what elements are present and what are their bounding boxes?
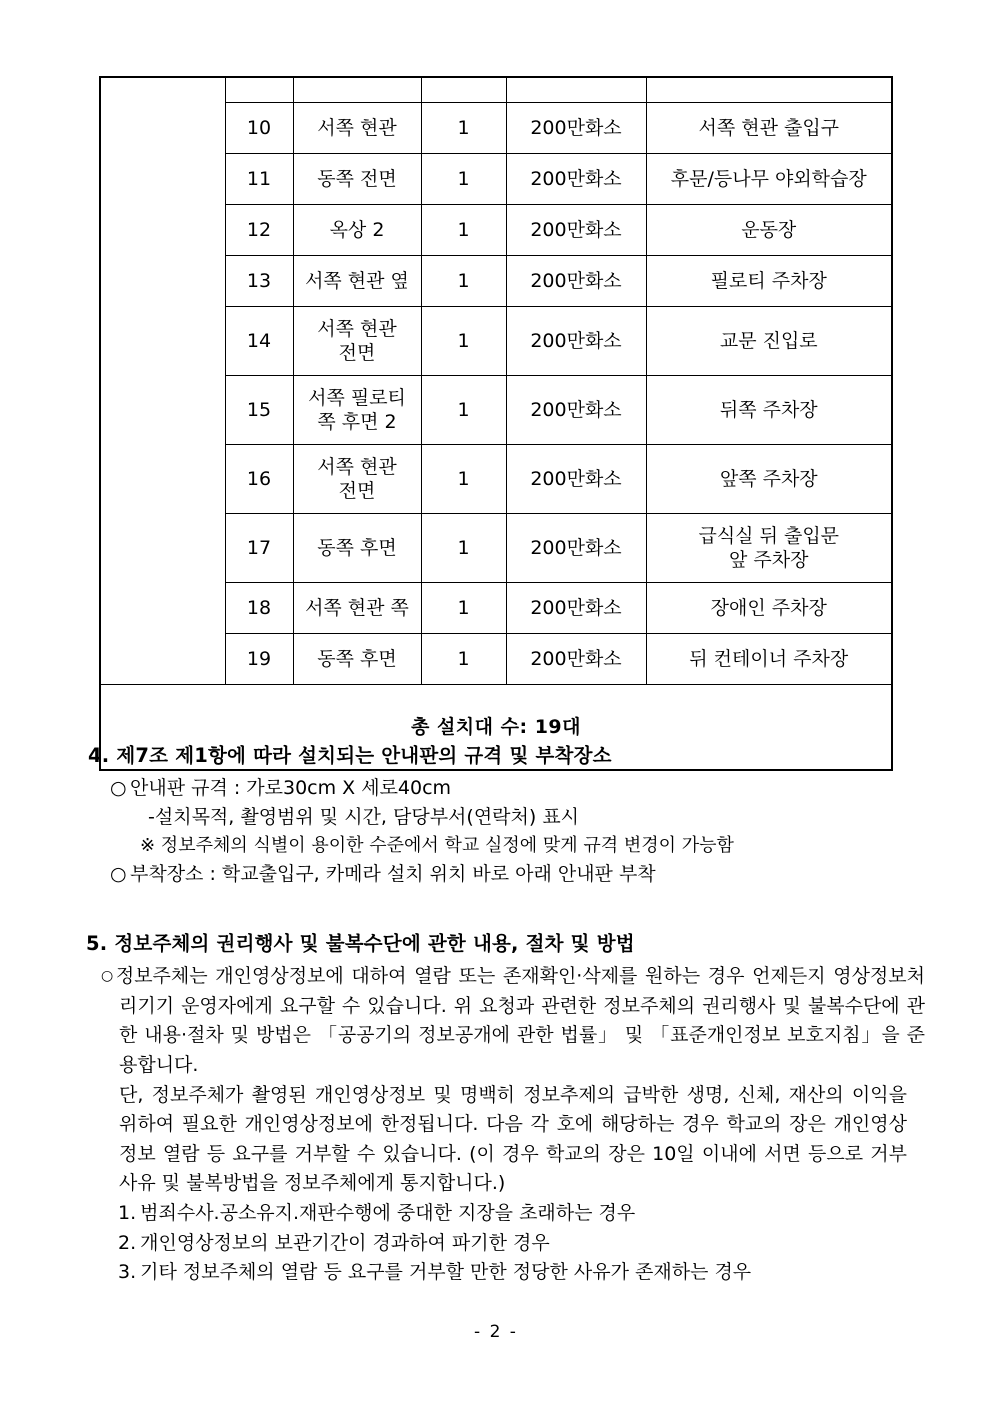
bullet-marker-icon: ○ <box>110 777 127 799</box>
list-item <box>118 1199 992 1229</box>
list-item-text: 기타 정보주체의 열람 등 요구를 거부할 만한 정당한 사유가 존재하는 경우 <box>140 1261 752 1284</box>
section-4-heading: 4. 제7조 제1항에 따라 설치되는 안내판의 규격 및 부착장소 <box>88 744 612 767</box>
cell-no: 16 <box>225 445 293 514</box>
bullet-marker-icon: ○ <box>110 862 127 885</box>
list-item-number: 2. <box>118 1231 137 1254</box>
cell-qty: 1 <box>421 256 506 307</box>
cell-spec: 200만화소 <box>506 514 646 583</box>
cell-spec: 200만화소 <box>506 256 646 307</box>
cell-area: 서쪽 현관 출입구 <box>646 103 892 154</box>
cell-qty: 1 <box>421 583 506 634</box>
cell-spec: 200만화소 <box>506 634 646 685</box>
list-item-text: 개인영상정보의 보관기간이 경과하여 파기한 경우 <box>140 1231 550 1254</box>
cell-qty: 1 <box>421 445 506 514</box>
cell-spec: 200만화소 <box>506 103 646 154</box>
cell-place: 서쪽 현관 <box>293 103 421 154</box>
camera-installation-table-container <box>99 76 891 771</box>
page-number: - 2 - <box>474 1322 518 1342</box>
cell-area: 급식실 뒤 출입문 앞 주차장 <box>646 514 892 583</box>
cell-qty: 1 <box>421 514 506 583</box>
merged-category-cell <box>100 77 225 685</box>
section-5-paragraph-2: 단, 정보주체가 촬영된 개인영상정보 및 명백히 정보추제의 급박한 생명, 신체, 재산의 이익을 위하여 필요한 개인영상정보에 한정됩니다. 다음 각 호에 해당하는 경우 학교의 장은 개인영상정보 열람 등 요구를 거부할 수 있습니다. (이 경우 학교의 장은 10일 이내에 서면 등으로 거부 사유 및 불복방법을 정보주체에게 통지합니다.) <box>119 1083 907 1195</box>
section-5-numbered-list <box>0 1199 992 1288</box>
list-item <box>118 1258 992 1288</box>
cell-spec: 200만화소 <box>506 307 646 376</box>
cell-place: 서쪽 현관 전면 <box>293 445 421 514</box>
cell-qty: 1 <box>421 103 506 154</box>
cell-no: 19 <box>225 634 293 685</box>
stub-cell-place <box>293 77 421 103</box>
cell-spec: 200만화소 <box>506 583 646 634</box>
cell-area: 장애인 주차장 <box>646 583 892 634</box>
cell-spec: 200만화소 <box>506 154 646 205</box>
list-item-text: 범죄수사.공소유지.재판수행에 중대한 지장을 초래하는 경우 <box>140 1202 636 1224</box>
cell-qty: 1 <box>421 205 506 256</box>
cell-no: 12 <box>225 205 293 256</box>
list-item <box>118 1229 992 1259</box>
cell-no: 14 <box>225 307 293 376</box>
cell-area: 필로티 주차장 <box>646 256 892 307</box>
section-5-paragraph-1 <box>101 962 925 1081</box>
cell-area: 앞쪽 주차장 <box>646 445 892 514</box>
table-body <box>100 77 892 770</box>
section-4-item-1-sub: -설치목적, 촬영범위 및 시간, 담당부서(연락처) 표시 <box>148 805 580 828</box>
cell-qty: 1 <box>421 376 506 445</box>
table-continuation-stub-row <box>100 77 892 103</box>
cell-place: 서쪽 필로티 쪽 후면 2 <box>293 376 421 445</box>
cell-place: 옥상 2 <box>293 205 421 256</box>
cell-area: 뒤쪽 주차장 <box>646 376 892 445</box>
section-5-paragraph-1-text: 정보주체는 개인영상정보에 대하여 열람 또는 존재확인·삭제를 원하는 경우 언제든지 영상정보처리기기 운영자에게 요구할 수 있습니다. 위 요청과 관련한 정보주체의 권리행사 및 불복수단에 관한 내용·절차 및 방법은 「공공기의 정보공개에 관한 법률」 및 「표준개인정보 보호지침」을 준용합니다. <box>115 965 925 1076</box>
section-4 <box>0 740 992 889</box>
cell-qty: 1 <box>421 307 506 376</box>
list-item-number: 3. <box>118 1261 137 1284</box>
cell-qty: 1 <box>421 634 506 685</box>
section-4-item-1 <box>0 774 992 803</box>
section-4-item-1-note: ※ 정보주체의 식별이 용이한 수준에서 학교 실정에 맞게 규격 변경이 가능함 <box>140 834 734 856</box>
cell-place: 동쪽 전면 <box>293 154 421 205</box>
stub-cell-no <box>225 77 293 103</box>
cell-no: 10 <box>225 103 293 154</box>
page-footer <box>0 1322 992 1342</box>
cell-place: 서쪽 현관 쪽 <box>293 583 421 634</box>
cell-no: 17 <box>225 514 293 583</box>
cell-no: 15 <box>225 376 293 445</box>
cell-no: 13 <box>225 256 293 307</box>
stub-cell-area <box>646 77 892 103</box>
camera-installation-table <box>99 76 893 771</box>
cell-spec: 200만화소 <box>506 205 646 256</box>
total-installed-count: 총 설치대 수: 19대 <box>100 685 892 771</box>
cell-no: 11 <box>225 154 293 205</box>
bullet-marker-icon: ○ <box>101 968 115 984</box>
cell-spec: 200만화소 <box>506 376 646 445</box>
section-5 <box>0 928 992 1288</box>
cell-place: 동쪽 후면 <box>293 634 421 685</box>
cell-area: 뒤 컨테이너 주차장 <box>646 634 892 685</box>
cell-place: 동쪽 후면 <box>293 514 421 583</box>
cell-no: 18 <box>225 583 293 634</box>
cell-area: 운동장 <box>646 205 892 256</box>
cell-area: 교문 진입로 <box>646 307 892 376</box>
section-4-item-2-text: 부착장소 : 학교출입구, 카메라 설치 위치 바로 아래 안내판 부착 <box>130 862 656 885</box>
section-4-item-2 <box>0 860 992 889</box>
section-4-item-1-text: 안내판 규격 : 가로30cm X 세로40cm <box>130 777 452 799</box>
stub-cell-qty <box>421 77 506 103</box>
cell-qty: 1 <box>421 154 506 205</box>
section-5-heading: 5. 정보주체의 권리행사 및 불복수단에 관한 내용, 절차 및 방법 <box>86 932 635 955</box>
cell-spec: 200만화소 <box>506 445 646 514</box>
cell-place: 서쪽 현관 전면 <box>293 307 421 376</box>
cell-place: 서쪽 현관 옆 <box>293 256 421 307</box>
stub-cell-spec <box>506 77 646 103</box>
list-item-number: 1. <box>118 1202 137 1224</box>
cell-area: 후문/등나무 야외학습장 <box>646 154 892 205</box>
